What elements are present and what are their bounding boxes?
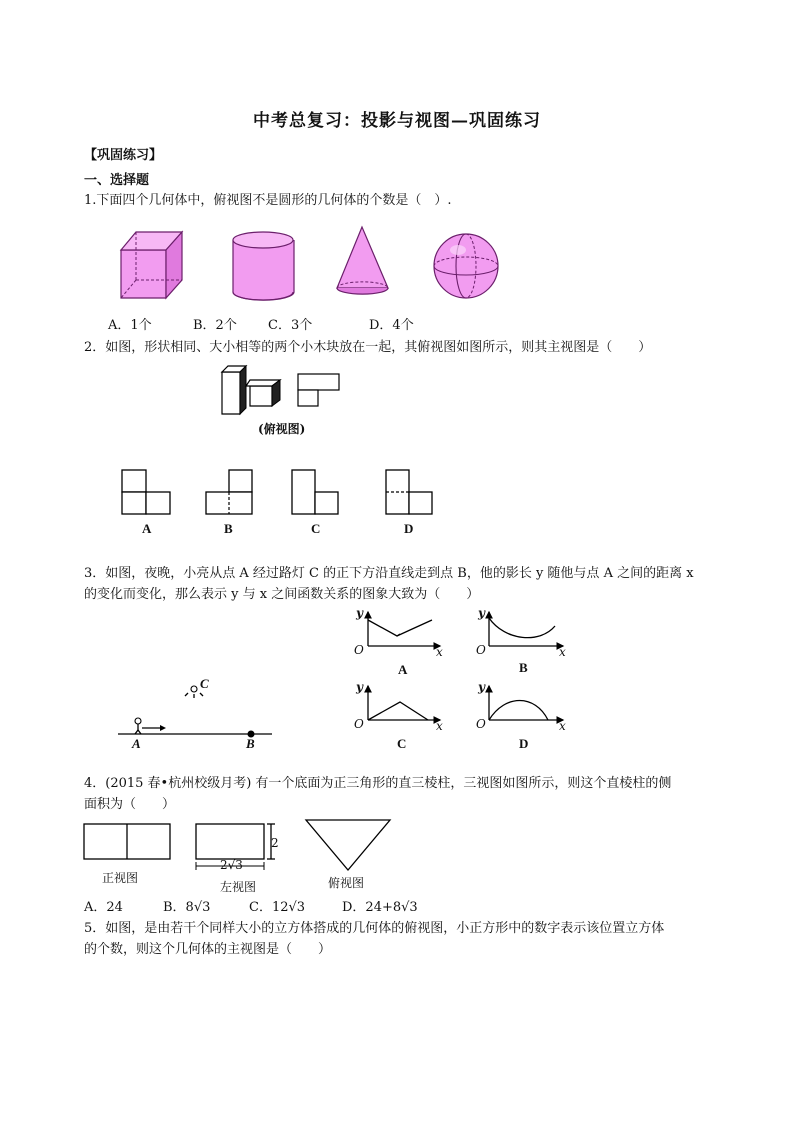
q3-scene-label-c: C <box>200 676 209 691</box>
q4-side-view-label: 左视图 <box>220 880 257 894</box>
q2-label-b: B <box>224 521 233 536</box>
q3-scene-label-b: B <box>246 736 255 751</box>
q1-stem: 1.下面四个几何体中，俯视图不是圆形的几何体的个数是（ ）. <box>84 193 452 208</box>
q3-graph-label-a: A <box>398 662 408 677</box>
q3-graph-a <box>368 612 440 646</box>
q3-graph-b-xlabel: x <box>559 645 566 659</box>
q4-option-d: D．24+8√3 <box>342 900 418 915</box>
q3-graph-d-ylabel: y <box>478 680 485 694</box>
q2-label-c: C <box>311 521 321 536</box>
q3-graph-label-c: C <box>397 736 407 751</box>
q4-dim-width: 2√3 <box>220 858 243 872</box>
q4-option-a: A．24 <box>84 900 123 915</box>
q4-front-view-label: 正视图 <box>102 871 139 885</box>
q3-graph-a-xlabel: x <box>436 645 443 659</box>
q3-graph-a-ylabel: y <box>356 606 363 620</box>
q3-graphs-figure <box>0 606 794 756</box>
q4-stem-line2: 面积为（ ） <box>84 797 176 812</box>
q5-stem-line1: 5．如图，是由若干个同样大小的立方体搭成的几何体的俯视图，小正方形中的数字表示该位置立方体 <box>84 921 665 936</box>
q3-graph-c-origin: O <box>354 717 364 731</box>
q1-option-d: D．4个 <box>369 318 414 333</box>
q2-caption: (俯视图) <box>258 422 306 436</box>
q3-stem-line1: 3．如图，夜晚，小亮从点 A 经过路灯 C 的正下方沿直线走到点 B，他的影长 y 随他与点 A 之间的距离 x <box>84 566 694 581</box>
q1-option-a: A．1个 <box>108 318 152 333</box>
part1-heading: 一、选择题 <box>84 173 150 188</box>
q3-graph-d-origin: O <box>476 717 486 731</box>
q3-graph-c <box>368 686 440 720</box>
q3-graph-b-ylabel: y <box>478 606 485 620</box>
q2-label-a: A <box>142 521 152 536</box>
q3-graph-label-d: D <box>519 736 529 751</box>
q3-stem-line2: 的变化而变化，那么表示 y 与 x 之间函数关系的图象大致为（ ） <box>84 587 480 602</box>
q4-dim-height: 2 <box>271 836 279 850</box>
q2-blocks-figure <box>0 362 794 422</box>
q2-option-a-figure <box>122 470 170 514</box>
q2-option-c-figure <box>292 470 338 514</box>
q3-graph-b <box>489 612 563 646</box>
q2-label-d: D <box>404 521 414 536</box>
page-title: 中考总复习：投影与视图—巩固练习 <box>253 111 541 131</box>
q2-option-b-figure <box>206 470 252 514</box>
q1-option-b: B．2个 <box>193 318 237 333</box>
q5-stem-line2: 的个数，则这个几何体的主视图是（ ） <box>84 942 332 957</box>
q2-stem: 2．如图，形状相同、大小相等的两个小木块放在一起，其俯视图如图所示，则其主视图是（ ） <box>84 340 652 355</box>
q4-option-c: C．12√3 <box>249 900 306 915</box>
q3-scene-label-a: A <box>132 736 141 751</box>
q3-graph-c-ylabel: y <box>356 680 363 694</box>
cube-figure <box>121 232 182 298</box>
q3-graph-a-origin: O <box>354 643 364 657</box>
q3-graph-label-b: B <box>519 660 528 675</box>
q3-graph-d-xlabel: x <box>559 719 566 733</box>
cylinder-figure <box>233 232 294 300</box>
q3-graph-b-origin: O <box>476 643 486 657</box>
q3-graph-c-xlabel: x <box>436 719 443 733</box>
q4-top-view-label: 俯视图 <box>328 876 365 890</box>
q3-graph-d <box>489 686 563 720</box>
q4-option-b: B．8√3 <box>163 900 211 915</box>
sphere-figure <box>434 234 498 298</box>
section-tag: 【巩固练习】 <box>84 148 163 163</box>
q2-option-d-figure <box>386 470 432 514</box>
cone-figure <box>337 227 388 294</box>
q4-top-view <box>306 820 390 870</box>
q1-option-c: C．3个 <box>268 318 313 333</box>
q4-front-view <box>84 824 170 859</box>
q4-stem-line1: 4．(2015 春•杭州校级月考) 有一个底面为正三角形的直三棱柱，三视图如图所示，则这个直棱柱的侧 <box>84 776 672 791</box>
q2-options-figure <box>0 466 794 516</box>
